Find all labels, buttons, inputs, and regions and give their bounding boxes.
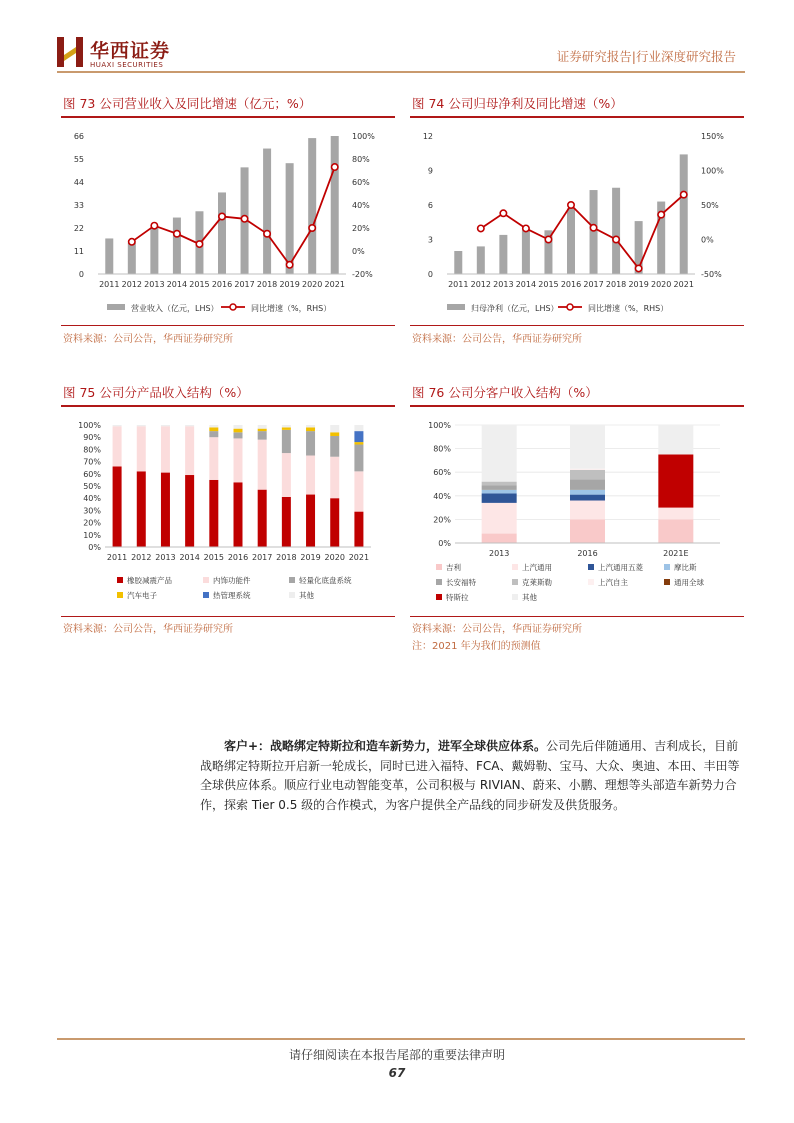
x-tick-label: 2016 [211, 280, 233, 289]
legend-bar-swatch [447, 304, 465, 310]
growth-point-2017 [590, 225, 596, 231]
body-text: 公司先后伴随通用、吉利成长，目前战略绑定特斯拉开启新一轮成长，同时已进入福特、FCA、戴姆勒、宝马、大众、奥迪、本田、丰田等全球供应体系。顺应行业电动智能变革，公司积极与 RIVIAN、蔚来、小鹏、理想等头部造车新势力合作，探索 Tier 0.5 级的合作模式，为客户提供全产品线的同步研发及供货服务。 [200, 739, 740, 812]
fig73-title: 图 73 公司营业收入及同比增速（亿元；%） [63, 96, 312, 111]
header-divider [57, 71, 745, 73]
segment-2018-5 [282, 425, 291, 427]
bar-2021 [680, 154, 688, 274]
segment-2021-4 [354, 431, 363, 442]
bar-2012 [128, 243, 136, 274]
segment-2011-5 [113, 425, 122, 426]
legend-label: 上汽通用五菱 [598, 563, 643, 572]
segment-2015-5 [209, 425, 218, 427]
segment-2016-2 [570, 495, 605, 501]
segment-2021E-1 [658, 508, 693, 520]
legend-swatch-6 [588, 579, 594, 585]
legend-swatch-0 [117, 577, 123, 583]
segment-2017-0 [258, 490, 267, 547]
fig74-source: 资料来源：公司公告，华西证券研究所 [412, 334, 582, 345]
segment-2020-5 [330, 425, 339, 432]
legend-swatch-2 [588, 564, 594, 570]
growth-point-2020 [658, 211, 664, 217]
segment-2021-1 [354, 471, 363, 511]
x-tick-label: 2011 [99, 280, 120, 289]
fig76-title: 图 76 公司分客户收入结构（%） [412, 385, 598, 400]
y-right-tick-label: -50% [701, 270, 722, 279]
y-tick-label: 60% [433, 468, 451, 478]
growth-point-2021 [681, 191, 687, 197]
growth-point-2016 [568, 202, 574, 208]
y-right-tick-label: 60% [352, 178, 370, 187]
segment-2017-1 [258, 440, 267, 490]
legend-label: 通用全球 [674, 578, 704, 587]
fig73-source: 资料来源：公司公告，华西证券研究所 [63, 334, 233, 345]
segment-2019-3 [306, 427, 315, 431]
segment-2016-4 [570, 479, 605, 490]
segment-2021-2 [354, 445, 363, 472]
segment-2013-0 [482, 534, 517, 543]
fig76-bottom-rule [410, 616, 744, 617]
legend-swatch-4 [436, 579, 442, 585]
legend-label: 吉利 [446, 563, 461, 572]
legend-swatch-5 [512, 579, 518, 585]
segment-2016-5 [570, 470, 605, 479]
fig76-note: 注：2021 年为我们的预测值 [412, 641, 541, 652]
legend-swatch-3 [664, 564, 670, 570]
fig74-title: 图 74 公司归母净利及同比增速（%） [412, 96, 623, 111]
x-tick-label: 2014 [166, 280, 188, 289]
y-right-tick-label: 20% [352, 224, 370, 233]
legend-swatch-0 [436, 564, 442, 570]
y-tick-label: 40% [433, 491, 451, 501]
fig75-chart [61, 407, 395, 615]
fig75-bottom-rule [61, 616, 395, 617]
legend-swatch-8 [436, 594, 442, 600]
brand-name-en: HUAXI SECURITIES [90, 61, 164, 69]
segment-2020-1 [330, 457, 339, 498]
y-left-tick-label: 22 [73, 224, 84, 233]
y-left-tick-label: 0 [427, 270, 433, 279]
y-left-tick-label: 3 [427, 235, 433, 245]
growth-line [132, 167, 335, 265]
bar-2020 [308, 138, 316, 274]
segment-2012-0 [137, 471, 146, 547]
segment-2016-1 [234, 438, 243, 482]
segment-2016-5 [234, 425, 243, 429]
x-tick-label: 2013 [144, 280, 165, 289]
segment-2020-2 [330, 436, 339, 457]
page-number: 67 [388, 1066, 406, 1080]
body-lead: 客户+：战略绑定特斯拉和造车新势力，进军全球供应体系。 [224, 739, 547, 753]
y-tick-label: 70% [83, 457, 101, 467]
segment-2021-3 [354, 442, 363, 444]
legend-swatch-4 [203, 592, 209, 598]
y-right-tick-label: 50% [701, 201, 719, 210]
fig74-bottom-rule [410, 325, 744, 326]
bar-2013 [150, 228, 158, 274]
x-tick-label: 2018 [605, 280, 627, 289]
y-tick-label: 50% [83, 482, 101, 491]
y-tick-label: 80% [433, 444, 451, 454]
growth-point-2017 [241, 216, 247, 222]
segment-2015-2 [209, 431, 218, 437]
x-tick-label: 2020 [302, 280, 323, 289]
segment-2014-1 [185, 426, 194, 475]
segment-2020-3 [330, 432, 339, 436]
legend-bar-swatch [107, 304, 125, 310]
legend-line-label: 同比增速（%，RHS） [588, 304, 669, 313]
growth-point-2019 [286, 262, 292, 268]
x-tick-label: 2013 [155, 553, 176, 562]
legend-swatch-1 [203, 577, 209, 583]
y-tick-label: 40% [83, 494, 101, 504]
x-tick-label: 2012 [470, 280, 491, 289]
x-tick-label: 2016 [577, 549, 598, 558]
y-tick-label: 0% [88, 543, 101, 552]
y-tick-label: 20% [433, 515, 451, 525]
legend-bar-label: 营业收入（亿元，LHS） [131, 304, 219, 313]
segment-2021E-8 [658, 455, 693, 508]
segment-2016-1 [570, 501, 605, 520]
legend-label: 长安福特 [446, 578, 476, 587]
segment-2015-1 [209, 437, 218, 480]
x-tick-label: 2017 [234, 280, 255, 289]
segment-2016-3 [234, 429, 243, 433]
x-tick-label: 2018 [256, 280, 278, 289]
segment-2020-0 [330, 498, 339, 547]
bar-2018 [263, 149, 271, 274]
y-left-tick-label: 55 [73, 155, 84, 164]
growth-point-2015 [545, 236, 551, 242]
brand-name-cn: 华西证券 [90, 40, 171, 62]
growth-point-2013 [500, 210, 506, 216]
growth-line [481, 195, 684, 269]
x-tick-label: 2013 [493, 280, 514, 289]
y-tick-label: 20% [83, 518, 101, 528]
legend-swatch-5 [289, 592, 295, 598]
x-tick-label: 2019 [300, 553, 321, 562]
growth-point-2014 [174, 231, 180, 237]
segment-2021-5 [354, 425, 363, 431]
x-tick-label: 2011 [106, 553, 128, 562]
segment-2017-2 [258, 431, 267, 440]
legend-label: 其他 [522, 593, 537, 602]
y-tick-label: 30% [83, 506, 101, 516]
y-right-tick-label: 0% [352, 247, 365, 256]
legend-label: 内饰功能件 [213, 576, 251, 585]
fig75-title: 图 75 公司分产品收入结构（%） [63, 385, 249, 400]
segment-2013-5 [161, 425, 170, 426]
legend-swatch-9 [512, 594, 518, 600]
x-tick-label: 2015 [538, 280, 559, 289]
bar-2014 [173, 218, 181, 274]
segment-2018-2 [282, 430, 291, 453]
segment-2016-0 [234, 482, 243, 547]
legend-label: 橡胶减震产品 [127, 576, 172, 585]
growth-point-2018 [613, 236, 619, 242]
x-tick-label: 2015 [189, 280, 210, 289]
bar-2017 [590, 190, 598, 274]
segment-2017-5 [258, 425, 267, 429]
y-left-tick-label: 33 [73, 201, 84, 210]
y-tick-label: 100% [428, 421, 451, 430]
x-tick-label: 2013 [488, 549, 510, 558]
y-right-tick-label: 80% [352, 155, 370, 164]
fig74-chart [410, 118, 744, 324]
x-tick-label: 2015 [203, 553, 224, 562]
legend-bar-label: 归母净利（亿元，LHS） [471, 304, 559, 313]
bar-2014 [522, 230, 530, 274]
y-left-tick-label: 9 [427, 166, 433, 176]
legend-label: 热管理系统 [213, 591, 251, 600]
x-tick-label: 2020 [651, 280, 672, 289]
segment-2018-3 [282, 427, 291, 429]
x-tick-label: 2016 [227, 553, 249, 562]
legend-label: 汽车电子 [127, 591, 157, 600]
legend-swatch-1 [512, 564, 518, 570]
x-tick-label: 2018 [276, 553, 297, 562]
segment-2013-9 [482, 425, 517, 482]
segment-2013-1 [482, 503, 517, 534]
bar-2016 [218, 192, 226, 274]
x-tick-label: 2021E [663, 549, 689, 558]
segment-2013-4 [482, 485, 517, 490]
x-tick-label: 2020 [324, 553, 345, 562]
legend-label: 上汽通用 [522, 563, 552, 572]
y-tick-label: 100% [78, 421, 101, 430]
segment-2017-3 [258, 429, 267, 431]
fig73-bottom-rule [61, 325, 395, 326]
y-right-tick-label: 0% [701, 235, 714, 245]
x-tick-label: 2019 [628, 280, 649, 289]
segment-2015-0 [209, 480, 218, 547]
x-tick-label: 2021 [348, 553, 370, 562]
segment-2021E-0 [658, 519, 693, 543]
legend-line-label: 同比增速（%，RHS） [251, 304, 332, 313]
legend-line-marker [230, 304, 236, 310]
segment-2016-3 [570, 490, 605, 495]
footer-divider [57, 1038, 745, 1040]
segment-2011-1 [113, 426, 122, 466]
bar-2013 [499, 235, 507, 274]
legend-label: 特斯拉 [446, 593, 469, 602]
bar-2011 [105, 238, 113, 274]
growth-point-2020 [309, 225, 315, 231]
y-right-tick-label: 150% [701, 132, 724, 141]
bar-2016 [567, 208, 575, 274]
legend-label: 上汽自主 [598, 578, 628, 587]
x-tick-label: 2017 [252, 553, 273, 562]
x-tick-label: 2014 [179, 553, 200, 562]
bar-2011 [454, 251, 462, 274]
growth-point-2016 [219, 213, 225, 219]
growth-point-2015 [196, 241, 202, 247]
segment-2016-2 [234, 432, 243, 438]
growth-point-2012 [129, 239, 135, 245]
segment-2015-3 [209, 427, 218, 431]
x-tick-label: 2012 [121, 280, 142, 289]
x-tick-label: 2017 [583, 280, 604, 289]
x-tick-label: 2021 [324, 280, 345, 289]
segment-2016-9 [570, 425, 605, 469]
segment-2014-5 [185, 425, 194, 426]
segment-2019-5 [306, 425, 315, 427]
segment-2021E-9 [658, 425, 693, 455]
segment-2016-6 [570, 469, 605, 470]
y-left-tick-label: 11 [73, 247, 84, 256]
body-paragraph [200, 737, 748, 815]
huaxi-logo-icon [57, 35, 83, 69]
segment-2013-5 [482, 482, 517, 486]
x-tick-label: 2016 [560, 280, 582, 289]
fig75-source: 资料来源：公司公告，华西证券研究所 [63, 624, 233, 635]
segment-2019-0 [306, 495, 315, 547]
x-tick-label: 2011 [448, 280, 469, 289]
footer-disclaimer: 请仔细阅读在本报告尾部的重要法律声明 [288, 1048, 505, 1062]
segment-2013-1 [161, 426, 170, 472]
growth-point-2019 [635, 265, 641, 271]
bar-2018 [612, 188, 620, 274]
fig73-chart [61, 118, 395, 324]
legend-line-marker [567, 304, 573, 310]
y-tick-label: 80% [83, 445, 101, 455]
legend-swatch-7 [664, 579, 670, 585]
legend-swatch-3 [117, 592, 123, 598]
segment-2018-1 [282, 453, 291, 497]
x-tick-label: 2012 [131, 553, 152, 562]
segment-2016-0 [570, 519, 605, 543]
y-tick-label: 60% [83, 469, 101, 479]
y-right-tick-label: -20% [352, 270, 373, 279]
legend-label: 其他 [299, 591, 314, 600]
y-tick-label: 90% [83, 433, 101, 443]
growth-point-2013 [151, 223, 157, 229]
y-right-tick-label: 100% [701, 166, 724, 176]
segment-2012-1 [137, 426, 146, 471]
x-tick-label: 2019 [279, 280, 300, 289]
segment-2018-0 [282, 497, 291, 547]
y-tick-label: 0% [438, 539, 451, 548]
legend-label: 摩比斯 [674, 563, 697, 572]
x-tick-label: 2021 [673, 280, 694, 289]
segment-2019-2 [306, 431, 315, 455]
y-left-tick-label: 44 [73, 178, 84, 187]
growth-point-2021 [332, 164, 338, 170]
y-left-tick-label: 6 [427, 201, 433, 210]
fig76-source: 资料来源：公司公告，华西证券研究所 [412, 624, 582, 635]
segment-2013-2 [482, 493, 517, 502]
segment-2014-0 [185, 475, 194, 547]
y-tick-label: 10% [83, 530, 101, 540]
growth-point-2012 [478, 225, 484, 231]
report-type-title: 证券研究报告|行业深度研究报告 [556, 49, 736, 64]
legend-swatch-2 [289, 577, 295, 583]
y-left-tick-label: 12 [422, 132, 433, 141]
growth-point-2018 [264, 231, 270, 237]
bar-2019 [286, 163, 294, 274]
y-left-tick-label: 0 [78, 270, 84, 279]
bar-2012 [477, 246, 485, 274]
segment-2012-5 [137, 425, 146, 426]
segment-2013-3 [482, 490, 517, 494]
legend-label: 克莱斯勒 [522, 578, 552, 587]
bar-2021 [331, 136, 339, 274]
legend-label: 轻量化底盘系统 [299, 576, 352, 585]
y-right-tick-label: 100% [352, 132, 375, 141]
y-right-tick-label: 40% [352, 201, 370, 210]
segment-2011-0 [113, 466, 122, 547]
y-left-tick-label: 66 [73, 132, 84, 141]
segment-2019-1 [306, 456, 315, 495]
fig76-chart [410, 407, 744, 615]
segment-2021-0 [354, 512, 363, 547]
x-tick-label: 2014 [515, 280, 537, 289]
segment-2013-0 [161, 473, 170, 547]
growth-point-2014 [523, 225, 529, 231]
